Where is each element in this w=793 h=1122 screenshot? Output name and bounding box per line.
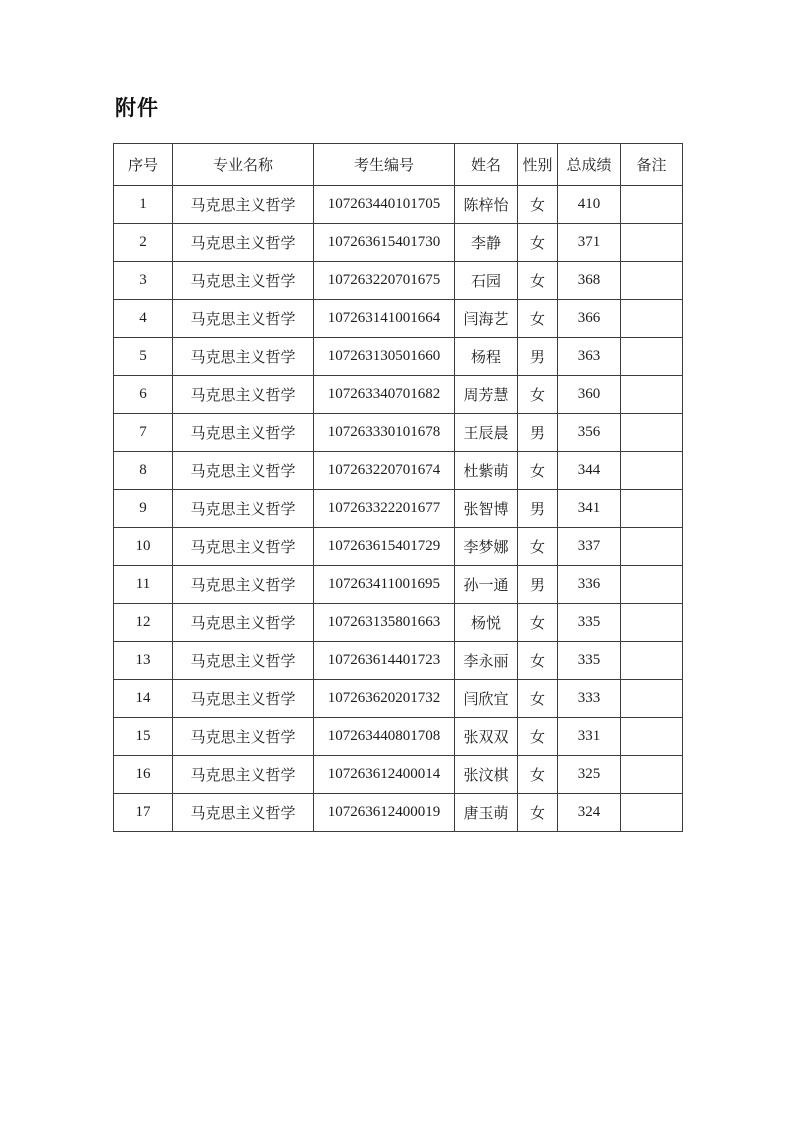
cell-remark	[621, 452, 683, 490]
cell-remark	[621, 300, 683, 338]
cell-score: 371	[558, 224, 621, 262]
cell-candidate-no: 107263220701674	[314, 452, 455, 490]
cell-remark	[621, 490, 683, 528]
cell-score: 337	[558, 528, 621, 566]
cell-remark	[621, 604, 683, 642]
table-row	[114, 224, 683, 262]
table-row	[114, 680, 683, 718]
cell-major: 马克思主义哲学	[173, 452, 314, 490]
cell-index: 17	[114, 794, 173, 832]
cell-index: 16	[114, 756, 173, 794]
cell-name: 唐玉萌	[455, 794, 518, 832]
cell-gender: 女	[518, 224, 558, 262]
cell-major: 马克思主义哲学	[173, 414, 314, 452]
cell-remark	[621, 718, 683, 756]
cell-index: 8	[114, 452, 173, 490]
table-row	[114, 604, 683, 642]
cell-gender: 女	[518, 300, 558, 338]
table-row	[114, 642, 683, 680]
cell-candidate-no: 107263135801663	[314, 604, 455, 642]
cell-major: 马克思主义哲学	[173, 528, 314, 566]
cell-remark	[621, 528, 683, 566]
cell-score: 363	[558, 338, 621, 376]
cell-score: 335	[558, 642, 621, 680]
cell-remark	[621, 376, 683, 414]
cell-gender: 女	[518, 680, 558, 718]
table-row	[114, 376, 683, 414]
cell-major: 马克思主义哲学	[173, 756, 314, 794]
cell-index: 5	[114, 338, 173, 376]
cell-candidate-no: 107263440101705	[314, 186, 455, 224]
cell-remark	[621, 224, 683, 262]
column-header-gender: 性别	[518, 144, 558, 186]
cell-major: 马克思主义哲学	[173, 794, 314, 832]
table-row	[114, 186, 683, 224]
cell-score: 366	[558, 300, 621, 338]
cell-name: 闫海艺	[455, 300, 518, 338]
cell-gender: 男	[518, 338, 558, 376]
cell-score: 368	[558, 262, 621, 300]
cell-candidate-no: 107263220701675	[314, 262, 455, 300]
cell-major: 马克思主义哲学	[173, 376, 314, 414]
column-header-index: 序号	[114, 144, 173, 186]
table-row	[114, 300, 683, 338]
cell-major: 马克思主义哲学	[173, 490, 314, 528]
cell-gender: 男	[518, 490, 558, 528]
cell-score: 325	[558, 756, 621, 794]
cell-index: 4	[114, 300, 173, 338]
cell-gender: 女	[518, 756, 558, 794]
cell-index: 13	[114, 642, 173, 680]
cell-index: 3	[114, 262, 173, 300]
cell-name: 张智博	[455, 490, 518, 528]
table-row	[114, 452, 683, 490]
cell-gender: 男	[518, 414, 558, 452]
cell-candidate-no: 107263322201677	[314, 490, 455, 528]
cell-major: 马克思主义哲学	[173, 300, 314, 338]
cell-index: 2	[114, 224, 173, 262]
cell-name: 杜紫萌	[455, 452, 518, 490]
cell-gender: 男	[518, 566, 558, 604]
cell-candidate-no: 107263330101678	[314, 414, 455, 452]
cell-candidate-no: 107263615401729	[314, 528, 455, 566]
cell-remark	[621, 794, 683, 832]
cell-name: 李永丽	[455, 642, 518, 680]
cell-major: 马克思主义哲学	[173, 338, 314, 376]
cell-remark	[621, 338, 683, 376]
column-header-score: 总成绩	[558, 144, 621, 186]
table-row	[114, 490, 683, 528]
cell-score: 341	[558, 490, 621, 528]
cell-gender: 女	[518, 604, 558, 642]
cell-name: 李梦娜	[455, 528, 518, 566]
cell-score: 336	[558, 566, 621, 604]
cell-major: 马克思主义哲学	[173, 566, 314, 604]
cell-name: 陈梓怡	[455, 186, 518, 224]
cell-gender: 女	[518, 718, 558, 756]
cell-remark	[621, 262, 683, 300]
cell-index: 14	[114, 680, 173, 718]
cell-gender: 女	[518, 794, 558, 832]
cell-name: 张汶棋	[455, 756, 518, 794]
cell-candidate-no: 107263130501660	[314, 338, 455, 376]
cell-name: 杨程	[455, 338, 518, 376]
cell-remark	[621, 566, 683, 604]
column-header-name: 姓名	[455, 144, 518, 186]
cell-major: 马克思主义哲学	[173, 604, 314, 642]
cell-index: 10	[114, 528, 173, 566]
cell-candidate-no: 107263620201732	[314, 680, 455, 718]
table-body	[114, 186, 683, 832]
column-header-major: 专业名称	[173, 144, 314, 186]
cell-index: 12	[114, 604, 173, 642]
cell-remark	[621, 680, 683, 718]
cell-name: 张双双	[455, 718, 518, 756]
cell-score: 333	[558, 680, 621, 718]
attachment-title: 附件	[115, 97, 159, 120]
cell-name: 孙一通	[455, 566, 518, 604]
table-row	[114, 756, 683, 794]
cell-name: 石园	[455, 262, 518, 300]
table-row	[114, 528, 683, 566]
cell-name: 杨悦	[455, 604, 518, 642]
cell-gender: 女	[518, 376, 558, 414]
results-table	[113, 143, 683, 832]
cell-remark	[621, 186, 683, 224]
cell-gender: 女	[518, 642, 558, 680]
cell-major: 马克思主义哲学	[173, 186, 314, 224]
cell-remark	[621, 642, 683, 680]
cell-major: 马克思主义哲学	[173, 642, 314, 680]
table-row	[114, 262, 683, 300]
table-row	[114, 338, 683, 376]
column-header-candidate-no: 考生编号	[314, 144, 455, 186]
cell-remark	[621, 414, 683, 452]
cell-candidate-no: 107263615401730	[314, 224, 455, 262]
cell-candidate-no: 107263612400019	[314, 794, 455, 832]
cell-major: 马克思主义哲学	[173, 718, 314, 756]
table-row	[114, 566, 683, 604]
cell-index: 11	[114, 566, 173, 604]
cell-gender: 女	[518, 186, 558, 224]
cell-candidate-no: 107263612400014	[314, 756, 455, 794]
cell-candidate-no: 107263141001664	[314, 300, 455, 338]
cell-name: 王辰晨	[455, 414, 518, 452]
cell-index: 7	[114, 414, 173, 452]
table-header-row	[114, 144, 683, 186]
cell-score: 356	[558, 414, 621, 452]
cell-score: 324	[558, 794, 621, 832]
cell-major: 马克思主义哲学	[173, 680, 314, 718]
cell-index: 15	[114, 718, 173, 756]
cell-score: 344	[558, 452, 621, 490]
cell-remark	[621, 756, 683, 794]
cell-score: 360	[558, 376, 621, 414]
cell-gender: 女	[518, 452, 558, 490]
cell-score: 335	[558, 604, 621, 642]
table-row	[114, 414, 683, 452]
cell-name: 周芳慧	[455, 376, 518, 414]
cell-index: 9	[114, 490, 173, 528]
cell-major: 马克思主义哲学	[173, 262, 314, 300]
cell-score: 410	[558, 186, 621, 224]
cell-candidate-no: 107263411001695	[314, 566, 455, 604]
cell-candidate-no: 107263440801708	[314, 718, 455, 756]
cell-name: 闫欣宜	[455, 680, 518, 718]
cell-index: 1	[114, 186, 173, 224]
cell-index: 6	[114, 376, 173, 414]
table-row	[114, 718, 683, 756]
cell-candidate-no: 107263614401723	[314, 642, 455, 680]
cell-name: 李静	[455, 224, 518, 262]
column-header-remark: 备注	[621, 144, 683, 186]
table-row	[114, 794, 683, 832]
cell-score: 331	[558, 718, 621, 756]
cell-gender: 女	[518, 262, 558, 300]
cell-major: 马克思主义哲学	[173, 224, 314, 262]
cell-candidate-no: 107263340701682	[314, 376, 455, 414]
cell-gender: 女	[518, 528, 558, 566]
